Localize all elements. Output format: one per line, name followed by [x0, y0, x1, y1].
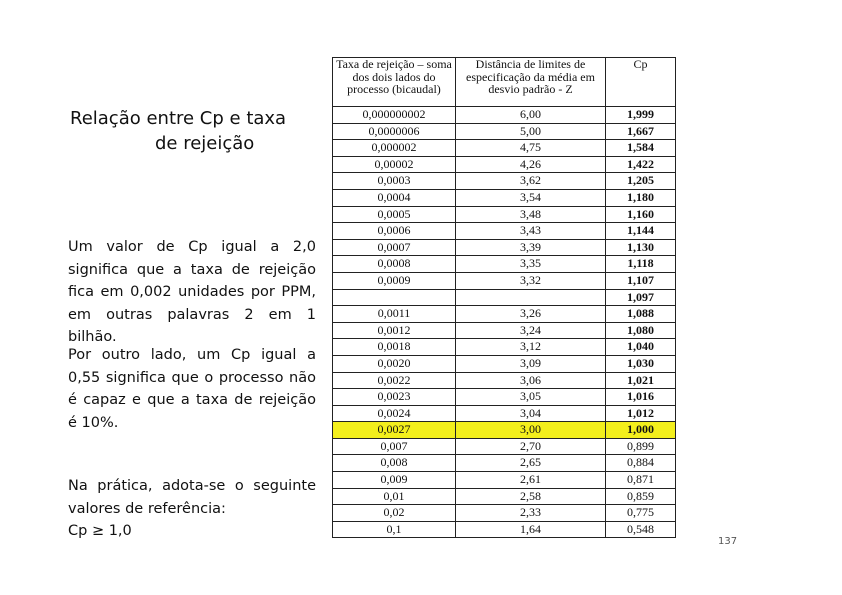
table-row	[333, 189, 676, 206]
z-distance-cell: 3,04	[456, 405, 606, 422]
title-line-1: Relação entre Cp e taxa	[70, 108, 287, 129]
table-row	[333, 372, 676, 389]
rejection-rate-cell: 0,0000006	[333, 123, 456, 140]
table-body	[333, 107, 676, 538]
cp-cell: 1,021	[606, 372, 676, 389]
rejection-rate-cell: 0,0004	[333, 189, 456, 206]
table-header-row	[333, 58, 676, 107]
rejection-rate-cell: 0,0018	[333, 339, 456, 356]
rejection-rate-cell: 0,0011	[333, 306, 456, 323]
rejection-rate-cell: 0,0007	[333, 239, 456, 256]
header-rejection-rate: Taxa de rejeição – soma dos dois lados do processo (bicaudal)	[333, 58, 456, 107]
rejection-rate-cell: 0,0024	[333, 405, 456, 422]
slide-title	[70, 106, 320, 156]
table-row	[333, 422, 676, 439]
table-row	[333, 339, 676, 356]
cp-cell: 1,160	[606, 206, 676, 223]
rejection-rate-cell: 0,01	[333, 488, 456, 505]
table-row	[333, 455, 676, 472]
rejection-rate-cell	[333, 289, 456, 306]
reference-intro: Na prática, adota-se o seguinte valores de referência:	[68, 478, 316, 517]
cp-cell: 1,180	[606, 189, 676, 206]
z-distance-cell: 3,00	[456, 422, 606, 439]
table-row	[333, 140, 676, 157]
cp-cell: 1,107	[606, 272, 676, 289]
rejection-rate-cell: 0,02	[333, 505, 456, 522]
table-row	[333, 256, 676, 273]
rejection-rate-cell: 0,0006	[333, 223, 456, 240]
table-row	[333, 438, 676, 455]
cp-cell: 1,030	[606, 355, 676, 372]
paragraph-cp-2: Um valor de Cp igual a 2,0 significa que a taxa de rejeição fica em 0,002 unidades por PPM, em outras palavras 2 em 1 bilhão.	[68, 239, 316, 345]
cp-cell: 0,871	[606, 472, 676, 489]
z-distance-cell: 3,12	[456, 339, 606, 356]
table-row	[333, 472, 676, 489]
z-distance-cell: 3,43	[456, 223, 606, 240]
table-row	[333, 505, 676, 522]
paragraph-cp-055: Por outro lado, um Cp igual a 0,55 significa que o processo não é capaz e que a taxa de rejeição é 10%.	[68, 347, 316, 431]
z-distance-cell: 5,00	[456, 123, 606, 140]
rejection-rate-cell: 0,0003	[333, 173, 456, 190]
table-row	[333, 272, 676, 289]
table-row	[333, 389, 676, 406]
z-distance-cell: 3,26	[456, 306, 606, 323]
table-row	[333, 223, 676, 240]
z-distance-cell: 2,65	[456, 455, 606, 472]
rejection-rate-cell: 0,0027	[333, 422, 456, 439]
table-row	[333, 322, 676, 339]
rejection-rate-cell: 0,0022	[333, 372, 456, 389]
cp-cell: 1,999	[606, 107, 676, 124]
cp-cell: 1,144	[606, 223, 676, 240]
z-distance-cell	[456, 289, 606, 306]
cp-cell: 1,130	[606, 239, 676, 256]
z-distance-cell: 2,61	[456, 472, 606, 489]
cp-cell: 1,088	[606, 306, 676, 323]
cp-cell: 1,118	[606, 256, 676, 273]
rejection-rate-cell: 0,000000002	[333, 107, 456, 124]
table-row	[333, 521, 676, 538]
rejection-rate-table	[332, 57, 676, 538]
header-cp: Cp	[606, 58, 676, 107]
header-z-distance: Distância de limites de especificação da média em desvio padrão - Z	[456, 58, 606, 107]
table-row	[333, 239, 676, 256]
table-row	[333, 107, 676, 124]
rejection-rate-cell: 0,0012	[333, 322, 456, 339]
rejection-rate-cell: 0,0008	[333, 256, 456, 273]
table-row	[333, 123, 676, 140]
cp-cell: 0,884	[606, 455, 676, 472]
cp-cell: 1,012	[606, 405, 676, 422]
cp-cell: 1,080	[606, 322, 676, 339]
cp-cell: 1,040	[606, 339, 676, 356]
z-distance-cell: 2,70	[456, 438, 606, 455]
rejection-rate-cell: 0,0005	[333, 206, 456, 223]
z-distance-cell: 3,54	[456, 189, 606, 206]
z-distance-cell: 2,33	[456, 505, 606, 522]
rejection-rate-cell: 0,0020	[333, 355, 456, 372]
table-row	[333, 488, 676, 505]
z-distance-cell: 3,32	[456, 272, 606, 289]
cp-cell: 0,899	[606, 438, 676, 455]
cp-cell: 1,422	[606, 156, 676, 173]
z-distance-cell: 3,09	[456, 355, 606, 372]
z-distance-cell: 3,48	[456, 206, 606, 223]
rejection-rate-cell: 0,000002	[333, 140, 456, 157]
cp-cell: 1,097	[606, 289, 676, 306]
z-distance-cell: 3,24	[456, 322, 606, 339]
z-distance-cell: 6,00	[456, 107, 606, 124]
table-row	[333, 289, 676, 306]
rejection-rate-cell: 0,008	[333, 455, 456, 472]
z-distance-cell: 3,06	[456, 372, 606, 389]
table-row	[333, 173, 676, 190]
rejection-rate-cell: 0,007	[333, 438, 456, 455]
page-number: 137	[718, 536, 738, 547]
rejection-rate-cell: 0,0009	[333, 272, 456, 289]
z-distance-cell: 3,39	[456, 239, 606, 256]
table-row	[333, 306, 676, 323]
cp-cell: 1,205	[606, 173, 676, 190]
z-distance-cell: 3,05	[456, 389, 606, 406]
cp-cell: 1,000	[606, 422, 676, 439]
cp-cell: 0,548	[606, 521, 676, 538]
rejection-rate-cell: 0,0023	[333, 389, 456, 406]
reference-value: Cp ≥ 1,0	[68, 523, 132, 539]
cp-cell: 1,016	[606, 389, 676, 406]
z-distance-cell: 2,58	[456, 488, 606, 505]
cp-cell: 1,584	[606, 140, 676, 157]
z-distance-cell: 3,62	[456, 173, 606, 190]
table-row	[333, 156, 676, 173]
z-distance-cell: 4,75	[456, 140, 606, 157]
table-row	[333, 355, 676, 372]
cp-cell: 0,775	[606, 505, 676, 522]
z-distance-cell: 1,64	[456, 521, 606, 538]
table-row	[333, 206, 676, 223]
title-line-2: de rejeição	[155, 133, 255, 154]
cp-cell: 1,667	[606, 123, 676, 140]
z-distance-cell: 4,26	[456, 156, 606, 173]
table-row	[333, 405, 676, 422]
paragraph-reference	[68, 475, 316, 543]
cp-cell: 0,859	[606, 488, 676, 505]
rejection-rate-cell: 0,1	[333, 521, 456, 538]
z-distance-cell: 3,35	[456, 256, 606, 273]
rejection-rate-cell: 0,00002	[333, 156, 456, 173]
rejection-rate-cell: 0,009	[333, 472, 456, 489]
